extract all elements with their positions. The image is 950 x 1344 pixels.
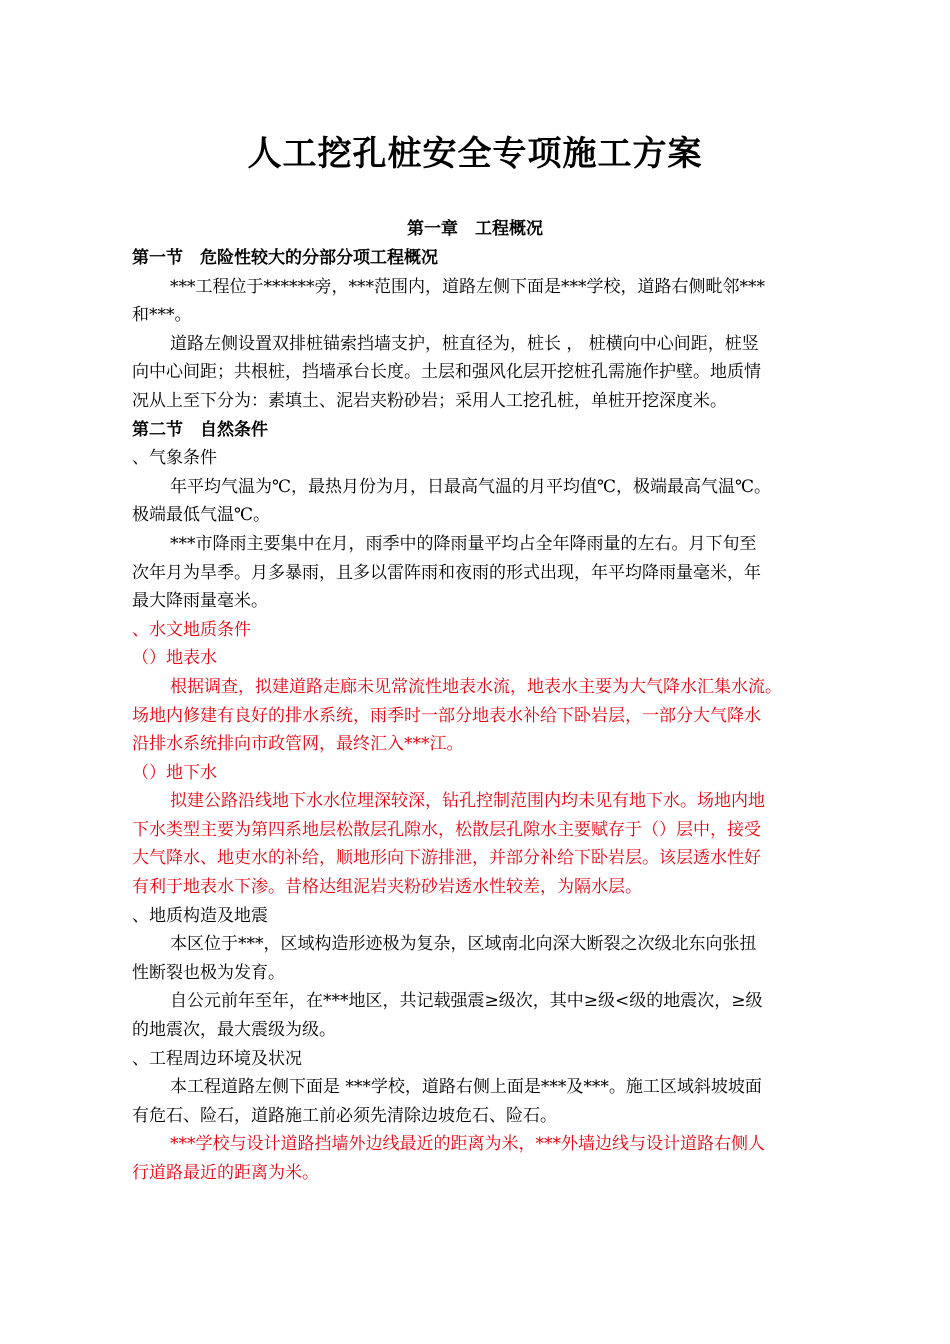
text-line: 和***。 [132, 305, 192, 326]
document-title: 人工挖孔桩安全专项施工方案 [247, 134, 703, 174]
text-line: 的地震次，最大震级为级。 [132, 1020, 336, 1041]
text-line: 本工程道路左侧下面是 ***学校，道路右侧上面是***及***。施工区域斜坡坡面 [170, 1077, 762, 1098]
text-line: 行道路最近的距离为米。 [132, 1163, 319, 1183]
text-line: 、地质构造及地震 [132, 905, 268, 926]
text-line: 性断裂也极为发育。 [132, 962, 285, 983]
text-line: 道路左侧设置双排桩锚索挡墙支护，桩直径为，桩长 ， 桩横向中心间距，桩竖 [170, 333, 759, 354]
text-line: ***市降雨主要集中在月，雨季中的降雨量平均占全年降雨量的左右。月下旬至 [170, 533, 757, 554]
text-line: 沿排水系统排向市政管网，最终汇入***江。 [132, 734, 464, 755]
text-line: 下水类型主要为第四系地层松散层孔隙水，松散层孔隙水主要赋存于（）层中，接受 [132, 819, 761, 840]
text-line: 况从上至下分为：素填土、泥岩夹粉砂岩；采用人工挖孔桩，单桩开挖深度米。 [132, 390, 727, 411]
text-line: 拟建公路沿线地下水水位埋深较深，钻孔控制范围内均未见有地下水。场地内地 [170, 791, 765, 812]
text-line: 根据调查，拟建道路走廊未见常流性地表水流，地表水主要为大气降水汇集水流。 [170, 676, 782, 697]
text-line: 年平均气温为℃，最热月份为月，日最高气温的月平均值℃，极端最高气温℃。 [170, 476, 772, 497]
document-body [132, 244, 862, 1188]
text-line: （）地下水 [132, 762, 217, 783]
text-line: 次年月为旱季。月多暴雨，且多以雷阵雨和夜雨的形式出现，年平均降雨量毫米，年 [132, 562, 761, 583]
text-line: 向中心间距；共根桩，挡墙承台长度。土层和强风化层开挖桩孔需施作护壁。地质情 [132, 362, 761, 383]
text-line: 、工程周边环境及状况 [132, 1048, 302, 1069]
text-line: ***工程位于******旁，***范围内，道路左侧下面是***学校，道路右侧毗邻*** [170, 276, 765, 297]
text-line: 极端最低气温℃。 [132, 505, 271, 526]
text-line: 、水文地质条件 [132, 619, 251, 640]
chapter-heading: 第一章 工程概况 [407, 219, 543, 239]
text-line: 、气象条件 [132, 448, 217, 469]
text-line: 有危石、险石，道路施工前必须先清除边坡危石、险石。 [132, 1105, 557, 1126]
text-line: 最大降雨量毫米。 [132, 591, 268, 612]
text-line: 大气降水、地吏水的补给，顺地形向下游排泄，并部分补给下卧岩层。该层透水性好 [132, 848, 761, 869]
text-line: 有利于地表水下渗。昔格达组泥岩夹粉砂岩透水性较差，为隔水层。 [132, 877, 642, 898]
text-line: 自公元前年至年，在***地区，共记载强震≥级次，其中≥级<级的地震次，≥级 [170, 991, 763, 1012]
section-heading: 第二节 自然条件 [132, 419, 268, 440]
section-heading: 第一节 危险性较大的分部分项工程概况 [132, 248, 438, 268]
text-line: ***学校与设计道路挡墙外边线最近的距离为米，***外墙边线与设计道路右侧人 [170, 1134, 765, 1155]
text-line: 场地内修建有良好的排水系统，雨季时一部分地表水补给下卧岩层，一部分大气降水 [132, 705, 761, 726]
text-line: 本区位于***，区域构造形迹极为复杂，区域南北向深大断裂之次级北东向张扭 [170, 934, 757, 955]
text-line: （）地表水 [132, 648, 217, 669]
